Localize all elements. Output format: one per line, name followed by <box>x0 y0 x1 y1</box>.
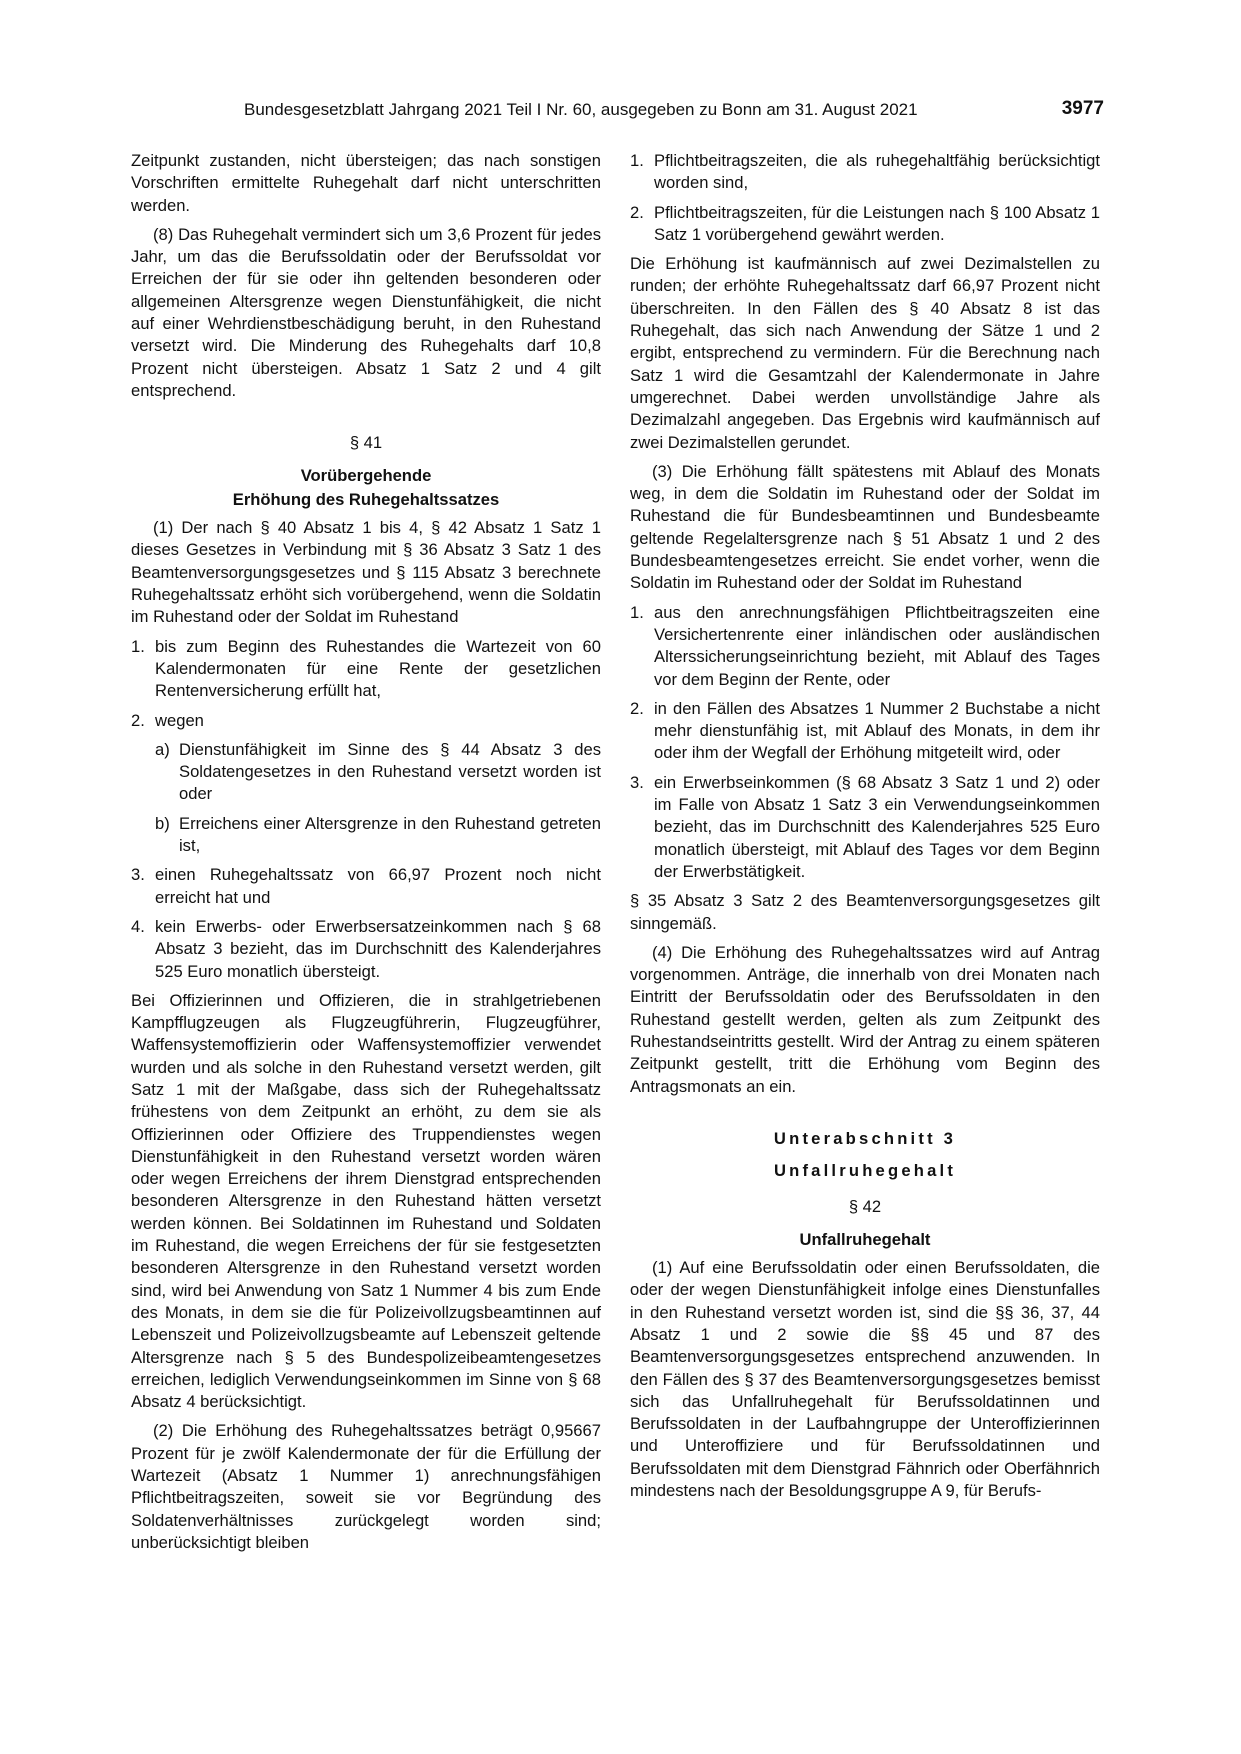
sub-list-item <box>155 739 601 806</box>
subsection-title: Unfallruhegehalt <box>773 1161 957 1181</box>
section-41-number: § 41 <box>349 433 383 453</box>
paragraph-continuation: Zeitpunkt zustanden, nicht übersteigen; das nach sonstigen Vorschriften ermittelte Ruhegehalt darf nicht unterschritten werden. <box>131 151 601 215</box>
paragraph-offiziere: Bei Offizierinnen und Offizieren, die in strahlgetriebenen Kampfflugzeugen als Flugzeugführerin, Flugzeugführer, Waffensystemoffizierin oder Waffensystemoffizier verwendet wurden und als solche in den Ruhestand versetzt werden, gilt Satz 1 mit der Maßgabe, dass sich der Ruhegehaltssatz frühestens von dem Zeitpunkt an erhöht, zu dem sie als Offizierinnen oder Offiziere des Truppendienstes wegen Dienstunfähigkeit in den Ruhestand versetzt worden wären oder wegen Erreichens der ihrem Dienstgrad entsprechenden besonderen Altersgrenze in den Ruhestand hätten versetzt werden können. Bei Soldatinnen im Ruhestand und Soldaten im Ruhestand, die wegen Erreichens der für sie festgesetzten besonderen Altersgrenze in den Ruhestand versetzt worden sind, wird bei Anwendung von Satz 1 Nummer 4 bis zum Ende des Monats, in dem sie die für Polizeivollzugsbeamtinnen auf Lebenszeit und Polizeivollzugsbeamte auf Lebenszeit geltende Altersgrenze nach § 5 des Bundespolizeibeamtengesetzes erreichen, lediglich Verwendungseinkommen im Sinne von § 68 Absatz 4 berücksichtigt. <box>131 990 601 1412</box>
paragraph-8: (8) Das Ruhegehalt vermindert sich um 3,6 Prozent für jedes Jahr, um das die Berufssoldatin oder der Berufssoldat vor Erreichen der für sie oder ihn geltenden besonderen oder allgemeinen Altersgrenze wegen Dienstunfähigkeit, die nicht auf einer Wehrdienstbeschädigung beruht, in den Ruhestand versetzt wird. Die Minderung des Ruhegehalts darf 10,8 Prozent nicht übersteigen. Absatz 1 Satz 2 und 4 gilt entsprechend. <box>131 224 601 400</box>
page-header <box>132 98 1104 128</box>
paragraph-35: § 35 Absatz 3 Satz 2 des Beamtenversorgungsgesetzes gilt sinngemäß. <box>630 891 1100 933</box>
list-item <box>131 916 601 983</box>
section-41-paragraph-3: (3) Die Erhöhung fällt spätestens mit Ablauf des Monats weg, in dem die Soldatin im Ruhestand oder der Soldat im Ruhestand die für Bundesbeamtinnen und Bundesbeamte geltende Regelaltersgrenze nach § 51 Absatz 1 und 2 des Bundesbeamtengesetzes erreicht. Sie endet vorher, wenn die Soldatin im Ruhestand oder der Soldat im Ruhestand <box>630 461 1100 593</box>
list-item-number: 3. <box>630 772 644 792</box>
list-item-text: ein Erwerbseinkommen (§ 68 Absatz 3 Satz 1 und 2) oder im Falle von Absatz 1 Satz 3 ein Verwendungseinkommen bezieht, das im Durchschnitt des Kalenderjahres 525 Euro monatlich übersteigt, mit Ablauf des Tages vor dem Beginn der Erwerbstätigkeit. <box>654 772 1100 881</box>
section-41-paragraph-1: (1) Der nach § 40 Absatz 1 bis 4, § 42 Absatz 1 Satz 1 dieses Gesetzes in Verbindung mit § 36 Absatz 3 Satz 1 des Beamtenversorgungsgesetzes und § 115 Absatz 3 berechnete Ruhegehaltssatz erhöht sich vorübergehend, wenn die Soldatin im Ruhestand oder der Soldat im Ruhestand <box>131 518 601 627</box>
section-41-title-line-1: Vorübergehende <box>300 465 432 485</box>
list-item-number: 1. <box>630 151 644 170</box>
list-item-text: wegen <box>155 710 204 730</box>
list-item-number: 1. <box>630 602 644 622</box>
list-item-number: 2. <box>630 202 644 222</box>
list-item-text: Pflichtbeitragszeiten, die als ruhegehaltfähig berücksichtigt worden sind, <box>654 151 1100 193</box>
list-item <box>630 772 1100 883</box>
sub-list-item-letter: b) <box>155 813 170 833</box>
section-41-title-line-2: Erhöhung des Ruhegehaltssatzes <box>232 489 500 509</box>
list-item-text: in den Fällen des Absatzes 1 Nummer 2 Buchstabe a nicht mehr dienstunfähig ist, mit Ablauf des Monats, in dem ihr oder ihm der Wegfall der Erhöhung mitgeteilt wird, oder <box>654 698 1100 763</box>
list-item <box>131 636 601 703</box>
list-item-text: bis zum Beginn des Ruhestandes die Wartezeit von 60 Kalendermonaten für eine Rente der gesetzlichen Rentenversicherung erfüllt hat, <box>155 636 601 701</box>
subsection-label: Unterabschnitt 3 <box>773 1128 957 1148</box>
list-item <box>131 710 601 732</box>
header-title: Bundesgesetzblatt Jahrgang 2021 Teil I Nr. 60, ausgegeben zu Bonn am 31. August 2021 <box>244 100 918 119</box>
section-42-title: Unfallruhegehalt <box>799 1229 931 1249</box>
list-item-number: 4. <box>131 916 145 936</box>
list-item <box>630 202 1100 247</box>
section-41-paragraph-4: (4) Die Erhöhung des Ruhegehaltssatzes wird auf Antrag vorgenommen. Anträge, die innerhalb von drei Monaten nach Eintritt der Berufssoldatin oder des Berufssoldaten in den Ruhestand gestellt werden, gelten als zum Zeitpunkt des Ruhestandseintritts gestellt. Wird der Antrag zu einem späteren Zeitpunkt gestellt, tritt die Erhöhung vom Beginn des Antragsmonats an ein. <box>630 942 1100 1096</box>
list-item-text: aus den anrechnungsfähigen Pflichtbeitragszeiten eine Versichertenrente einer inländischen oder ausländischen Alterssicherungseinrichtung bezieht, mit Ablauf des Tages vor dem Beginn der Rente, oder <box>654 602 1100 689</box>
paragraph-erhoehung: Die Erhöhung ist kaufmännisch auf zwei Dezimalstellen zu runden; der erhöhte Ruhegehaltssatz darf 66,97 Prozent nicht überschreiten. In den Fällen des § 40 Absatz 8 ist das Ruhegehalt, das sich nach Anwendung der Sätze 1 und 2 ergibt, entsprechend zu vermindern. Für die Berechnung nach Satz 1 wird die Gesamtzahl der Kalendermonate in Jahre umgerechnet. Dabei werden unvollständige Jahre als Dezimalzahl angegeben. Das Ergebnis wird kaufmännisch auf zwei Dezimalstellen gerundet. <box>630 254 1100 452</box>
list-item-text: einen Ruhegehaltssatz von 66,97 Prozent noch nicht erreicht hat und <box>155 865 601 907</box>
sub-list-item-text: Dienstunfähigkeit im Sinne des § 44 Absatz 3 des Soldatengesetzes in den Ruhestand versetzt worden ist oder <box>179 739 601 804</box>
list-item-text: Pflichtbeitragszeiten, für die Leistungen nach § 100 Absatz 1 Satz 1 vorübergehend gewährt werden. <box>654 202 1100 244</box>
list-item <box>630 698 1100 765</box>
sub-list-item-text: Erreichens einer Altersgrenze in den Ruhestand getreten ist, <box>179 813 601 856</box>
sub-list-item <box>155 813 601 858</box>
page-number: 3977 <box>1061 98 1104 119</box>
list-item-number: 2. <box>630 698 644 718</box>
list-item-number: 2. <box>131 710 145 730</box>
list-item-number: 3. <box>131 865 145 885</box>
section-42-paragraph-1: (1) Auf eine Berufssoldatin oder einen Berufssoldaten, die oder der wegen Dienstunfähigkeit infolge eines Dienstunfalles in den Ruhestand versetzt worden ist, sind die §§ 36, 37, 44 Absatz 1 und 2 sowie die §§ 45 und 87 des Beamtenversorgungsgesetzes entsprechend anzuwenden. In den Fällen des § 37 des Beamtenversorgungsgesetzes bemisst sich das Unfallruhegehalt für Berufssoldatinnen und Berufssoldaten in der Laufbahngruppe der Unteroffizierinnen und Unteroffiziere und für Berufssoldatinnen und Berufssoldaten mit dem Dienstgrad Fähnrich oder Oberfähnrich mindestens nach der Besoldungsgruppe A 9, für Berufs- <box>630 1258 1100 1501</box>
list-item <box>630 602 1100 691</box>
sub-list-item-letter: a) <box>155 739 170 759</box>
section-42-number: § 42 <box>848 1197 882 1217</box>
list-item-number: 1. <box>131 636 145 656</box>
section-41-paragraph-2: (2) Die Erhöhung des Ruhegehaltssatzes beträgt 0,95667 Prozent für je zwölf Kalendermonate der für die Erfüllung der Wartezeit (Absatz 1 Nummer 1) anrechnungsfähigen Pflichtbeitragszeiten, soweit sie vor Begründung des Soldatenverhältnisses zurückgelegt worden sind; unberücksichtigt bleiben <box>131 1421 601 1552</box>
right-column <box>630 150 1100 1509</box>
list-item <box>131 864 601 909</box>
list-item-text: kein Erwerbs- oder Erwerbsersatzeinkommen nach § 68 Absatz 3 bezieht, das im Durchschnitt des Kalenderjahres 525 Euro monatlich übersteigt. <box>155 916 601 981</box>
list-item <box>630 150 1100 195</box>
left-column <box>131 150 601 1561</box>
